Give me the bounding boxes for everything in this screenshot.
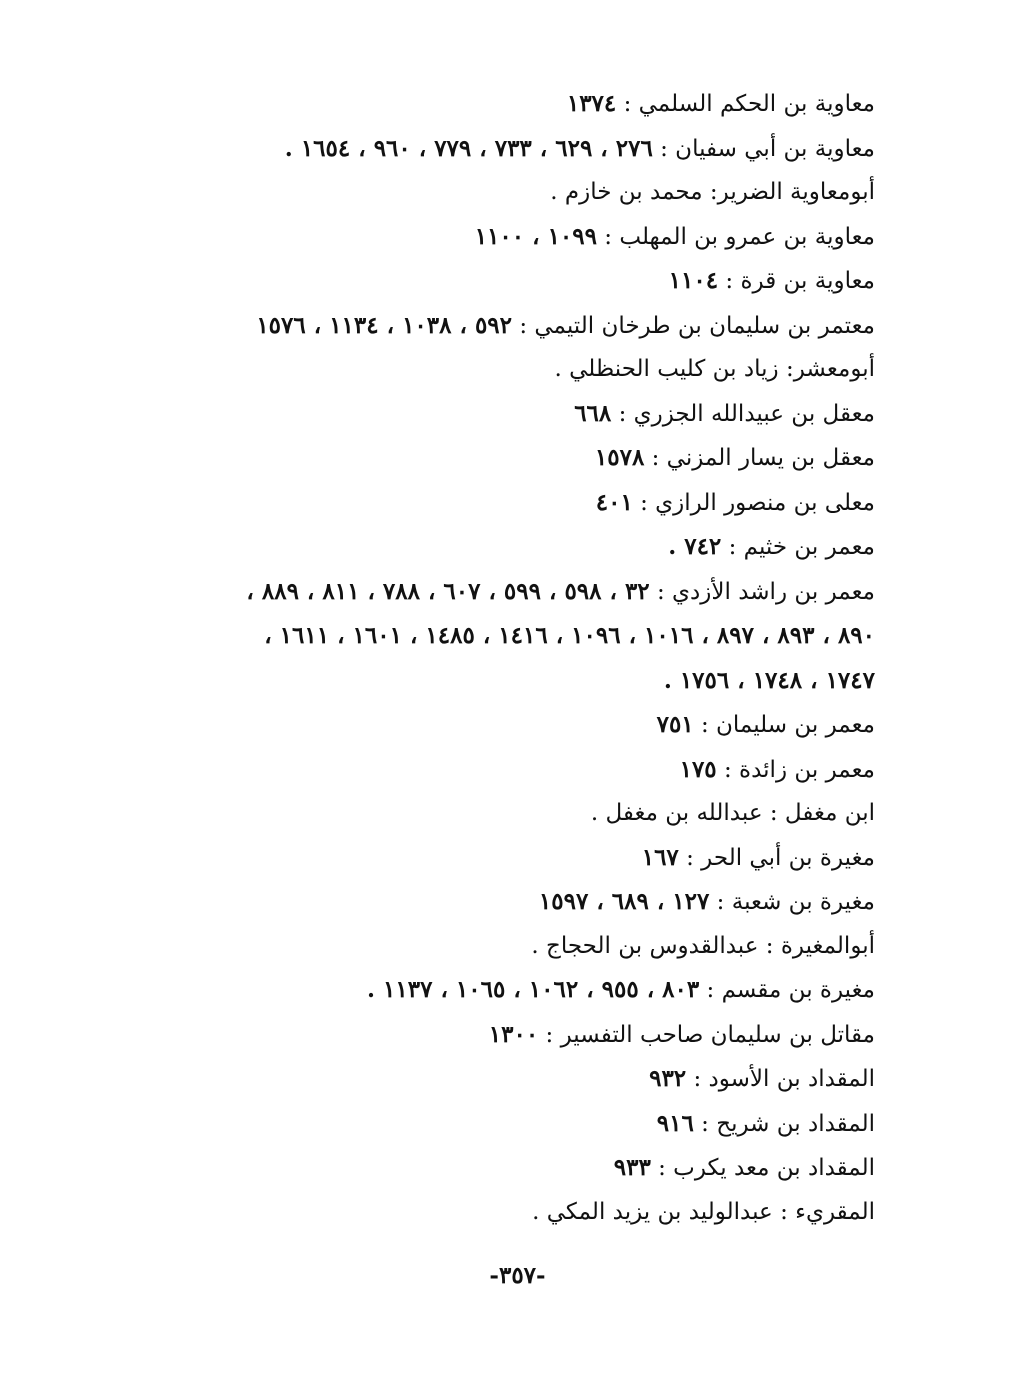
entry-refs: ٧٤٢ . [668, 533, 722, 560]
index-entry [155, 1191, 875, 1235]
entry-name: معقل بن عبيدالله الجزري : [618, 400, 875, 427]
index-entry [155, 880, 875, 925]
index-entry [155, 925, 875, 969]
index-entry [155, 481, 875, 526]
entry-name: المقداد بن معد يكرب : [658, 1155, 875, 1181]
page-number: -٣٥٧- [489, 1262, 546, 1289]
index-entry [155, 1102, 875, 1147]
entry-refs: ٩١٦ [656, 1109, 694, 1137]
entry-name: معمر بن خثيم : [728, 534, 875, 560]
index-entry [155, 748, 875, 793]
entry-refs: ٤٠١ [595, 488, 633, 516]
entry-name: معاوية بن أبي سفيان : [660, 135, 875, 162]
entry-name: معمر بن سليمان : [700, 712, 875, 738]
index-entry [155, 392, 875, 437]
entry-refs: عبدالقدوس بن الحجاج . [531, 932, 759, 959]
index-entry [155, 259, 875, 304]
entry-refs: ٩٣٢ [649, 1065, 687, 1092]
index-entry [155, 348, 875, 392]
index-entry [155, 570, 875, 615]
index-entry [155, 968, 875, 1013]
entry-name: مغيرة بن أبي الحر : [686, 844, 875, 871]
index-entry-continuation [155, 614, 875, 659]
entry-name: أبومعشر: [785, 356, 875, 382]
index-entry [155, 525, 875, 570]
entry-name: معمر بن زائدة : [723, 756, 875, 783]
entry-refs: ٣٢ ، ٥٩٨ ، ٥٩٩ ، ٦٠٧ ، ٧٨٨ ، ٨١١ ، ٨٨٩ ، [246, 577, 650, 605]
entry-refs: ٦٦٨ [574, 399, 612, 427]
entry-name: معقل بن يسار المزني : [651, 445, 875, 471]
index-entry [155, 171, 875, 215]
entry-refs: ١٥٧٨ [594, 444, 645, 471]
entry-refs: عبدالله بن مغفل . [590, 800, 763, 826]
index-entry [155, 792, 875, 836]
entry-refs: ٨٩٠ ، ٨٩٣ ، ٨٩٧ ، ١٠١٦ ، ١٠٩٦ ، ١٤١٦ ، ١٤٨٥ ، ١٦٠١ ، ١٦١١ ، [264, 622, 875, 649]
entry-refs: ١٣٠٠ [488, 1020, 539, 1048]
index-entry-continuation [155, 659, 875, 704]
entry-name: معاوية بن عمرو بن المهلب : [604, 223, 875, 250]
index-entries [155, 82, 875, 1234]
entry-refs: ٧٥١ [656, 711, 694, 738]
index-entry [155, 836, 875, 881]
entry-name: مغيرة بن مقسم : [706, 977, 875, 1003]
entry-refs: عبدالوليد بن يزيد المكي . [532, 1198, 773, 1225]
entry-name: معتمر بن سليمان بن طرخان التيمي : [519, 312, 875, 339]
entry-name: مغيرة بن شعبة : [716, 889, 875, 915]
entry-refs: ١٦٧ [641, 843, 679, 871]
entry-name: أبوالمغيرة : [765, 932, 875, 959]
entry-refs: ٥٩٢ ، ١٠٣٨ ، ١١٣٤ ، ١٥٧٦ [256, 311, 513, 339]
index-entry [155, 1013, 875, 1058]
entry-name: المقريء : [780, 1198, 875, 1225]
entry-name: معاوية بن الحكم السلمي : [623, 91, 875, 117]
entry-refs: زياد بن كليب الحنظلي . [554, 356, 779, 382]
entry-refs: ١٢٧ ، ٦٨٩ ، ١٥٩٧ [538, 888, 710, 915]
entry-name: معلى بن منصور الرازي : [640, 489, 875, 516]
index-entry [155, 703, 875, 748]
entry-refs: ١٠٩٩ ، ١١٠٠ [474, 222, 597, 250]
index-entry [155, 1146, 875, 1191]
entry-refs: محمد بن خازم . [550, 179, 703, 205]
index-entry [155, 304, 875, 349]
entry-refs: ١٧٥ [679, 755, 717, 783]
entry-name: ابن مغفل : [769, 800, 875, 826]
index-entry [155, 436, 875, 481]
entry-refs: ١٧٤٧ ، ١٧٤٨ ، ١٧٥٦ . [663, 666, 875, 694]
index-entry [155, 82, 875, 127]
entry-name: مقاتل بن سليمان صاحب التفسير : [545, 1021, 875, 1048]
entry-name: معاوية بن قرة : [725, 268, 875, 294]
entry-refs: ٨٠٣ ، ٩٥٥ ، ١٠٦٢ ، ١٠٦٥ ، ١١٣٧ . [367, 976, 700, 1003]
entry-name: المقداد بن شريح : [701, 1110, 875, 1137]
entry-name: أبومعاوية الضرير: [709, 179, 875, 205]
entry-refs: ٩٣٣ [613, 1154, 651, 1181]
entry-refs: ١٣٧٤ [566, 90, 617, 117]
entry-refs: ١١٠٤ [668, 267, 719, 294]
entry-name: معمر بن راشد الأزدي : [656, 578, 875, 605]
entry-refs: ٢٧٦ ، ٦٢٩ ، ٧٣٣ ، ٧٧٩ ، ٩٦٠ ، ١٦٥٤ . [284, 134, 653, 162]
entry-name: المقداد بن الأسود : [693, 1066, 875, 1092]
index-entry [155, 1057, 875, 1102]
index-entry [155, 215, 875, 260]
index-entry [155, 127, 875, 172]
